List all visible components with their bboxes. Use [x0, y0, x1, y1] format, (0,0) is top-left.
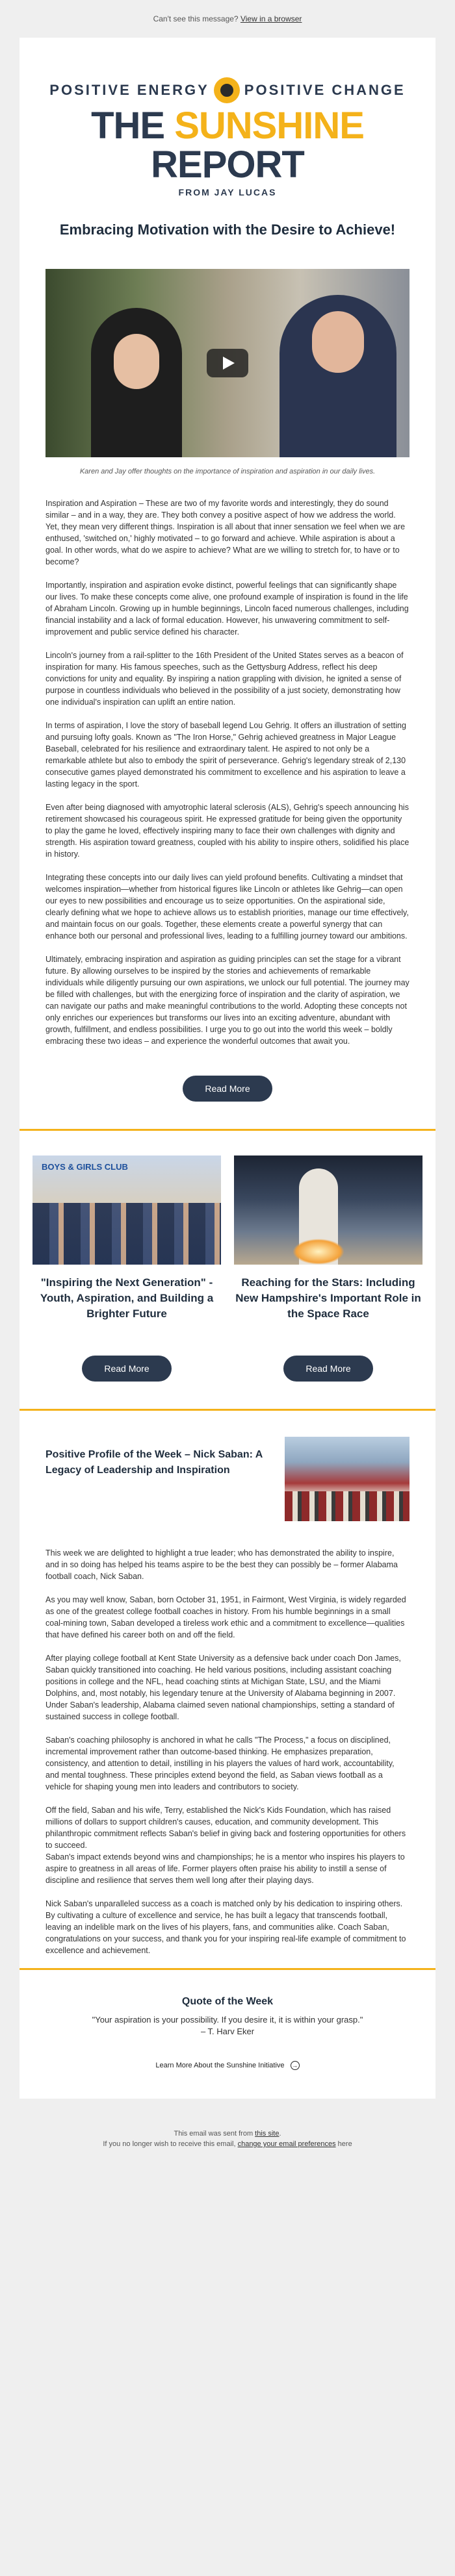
feature-title[interactable]: "Inspiring the Next Generation" - Youth, Aspiration, and Building a Brighter Future [40, 1276, 214, 1320]
footer-text: here [335, 2140, 352, 2148]
profile-paragraph: Nick Saban's unparalleled success as a coach is matched only by his dedication to inspiring others. By cultivating a culture of excellence and service, he has built a legacy that transcends football, leaving an indelible mark on the lives of his players, fans, and communities alike. Coach Saban, congratulations on your success, and thank you for your inspiring real-life example of commitment to excellence and achievement. [46, 1899, 406, 1955]
article-paragraph: Inspiration and Aspiration – These are two of my favorite words and interestingly, they do sound similar – and in a way, they are. They both convey a positive aspect of how we address the world. Yet, they mean very different things. Inspiration is all about that inner sensation we feel when we are enthused, 'switched on,' highly motivated – to go forward and achieve. While aspiration is about a goal. In other words, what do we aspire to achieve? What are we willing to stretch for, to have or to become? [46, 499, 406, 566]
brand-byline: FROM JAY LUCAS [178, 187, 277, 197]
learn-more-row [20, 2061, 436, 2099]
quote-author: – T. Harv Eker [200, 2027, 255, 2036]
article-paragraph: Lincoln's journey from a rail-splitter to the 16th President of the United States serves as a beacon of inspiration for many. His famous speeches, such as the Gettysburg Address, reflect his deep convictions for unity and equality. By inspiring a nation grappling with division, he ignited a sense of purpose in countless individuals who believed in the possibility of a just society, demonstrating how one individual's inspiration can uplift an entire nation. [46, 651, 404, 707]
profile-body [46, 1547, 410, 1956]
title-part-3: REPORT [151, 144, 304, 186]
video-thumbnail[interactable] [46, 269, 410, 457]
masthead [20, 38, 436, 197]
email-card [20, 38, 436, 2099]
newsletter-headline: Embracing Motivation with the Desire to Achieve! [59, 221, 396, 238]
video-person-right [280, 295, 396, 457]
positive-profile [20, 1411, 436, 1956]
learn-more-link[interactable]: Learn More About the Sunshine Initiative [155, 2062, 285, 2069]
club-sign: BOYS & GIRLS CLUB [42, 1162, 128, 1172]
article-read-more-wrap [20, 1076, 436, 1102]
article-paragraph: Importantly, inspiration and aspiration evoke distinct, powerful feelings that can significantly shape our lives. To make these concepts come alive, one profound example of inspiration is found in the life of Abraham Lincoln. Growing up in humble beginnings, Lincoln faced numerous challenges, including financial instability and a lack of formal education. However, his unwavering commitment to self-improvement and public service defined his character. [46, 581, 409, 637]
section-divider [20, 1968, 436, 1970]
article-paragraph: Ultimately, embracing inspiration and aspiration as guiding principles can set the stage for a vibrant future. By allowing ourselves to be inspired by the stories and achievements of remarkable individuals while diligently pursuing our own aspirations, we unlock our full potential. The journey may be filled with challenges, but with the energizing force of inspiration and the clarity of aspiration, we can navigate our paths and make meaningful contributions to the world. Adopting these concepts not only enriches our experiences but transforms our lives into an exciting adventure, abundant with growth, fulfillment, and endless possibilities. I urge you to go out into the world this week – boldly embracing these two ideas – and experience the wonderful outcomes that await you. [46, 955, 410, 1046]
sunflower-icon [216, 79, 238, 101]
video-person-left [91, 308, 182, 457]
footer-text: If you no longer wish to receive this email, [103, 2140, 238, 2148]
quote-heading: Quote of the Week [181, 1996, 274, 2007]
video-caption: Karen and Jay offer thoughts on the importance of inspiration and aspiration in our daily lives. [79, 468, 376, 475]
footer-text: . [279, 2130, 281, 2138]
profile-paragraph: As you may well know, Saban, born October 31, 1951, in Fairmont, West Virginia, is widely regarded as one of the greatest college football coaches in history. From his humble beginnings in a small coal-mining town, Saban developed a tireless work ethic and a commitment to excellence—qualities that have defined his career both on and off the field. [46, 1595, 406, 1639]
article-read-more-button[interactable]: Read More [183, 1076, 272, 1102]
feature-read-more-button[interactable]: Read More [283, 1356, 372, 1382]
profile-photo[interactable] [285, 1437, 410, 1521]
footer-line-1 [0, 2128, 455, 2139]
feature-read-more-button[interactable]: Read More [82, 1356, 171, 1382]
article-paragraph: Integrating these concepts into our daily lives can yield profound benefits. Cultivating a mindset that welcomes inspiration—whether from historical figures like Lincoln or athletes like Gehrig—can open our eyes to new possibilities and encourage us to seize opportunities. On the aspirational side, clearly defining what we hope to achieve allows us to establish priorities, manage our time effectively, and maintain focus on our goals. Together, these elements create a powerful synergy that can enhance both our personal and professional lives, leading to a fulfilling journey toward our ambitions. [46, 873, 409, 941]
email-footer [0, 2099, 455, 2149]
email-preferences-link[interactable]: change your email preferences [237, 2140, 336, 2148]
title-part-1: THE [91, 105, 175, 147]
boys-girls-club-photo[interactable] [32, 1155, 221, 1265]
footer-line-2 [0, 2139, 455, 2149]
profile-title: Positive Profile of the Week – Nick Saban: A Legacy of Leadership and Inspiration [46, 1449, 263, 1476]
profile-paragraph: Off the field, Saban and his wife, Terry, established the Nick's Kids Foundation, which has raised millions of dollars to support children's causes, education, and community development. This philanthropic commitment reflects Saban's belief in giving back and fostering opportunities for others to succeed. Saban's impact extends beyond wins and championships; he is a mentor who inspires his players to aspire to greatness in all areas of life. Former players often praise his ability to instill a sense of discipline and resilience that serves them well long after their playing days. [46, 1806, 406, 1885]
quote-of-the-week [20, 1979, 436, 2038]
brand-title [20, 107, 436, 184]
profile-paragraph: This week we are delighted to highlight a true leader; who has demonstrated the ability to inspire, and in so doing has helped his teams aspire to be the best they can possibly be – former Alabama football coach, Nick Saban. [46, 1548, 398, 1581]
profile-paragraph: Saban's coaching philosophy is anchored in what he calls "The Process," a focus on disciplined, incremental improvement rather than outcome-based thinking. He emphasizes preparation, consistency, and attention to detail, instilling in his players the values of hard work, accountability, and mental toughness. These principles extend beyond the field, as Saban views football as a vehicle for shaping young men into leaders and contributors to society. [46, 1736, 395, 1791]
view-in-browser-link[interactable]: View in a browser [240, 14, 302, 23]
article-paragraph: In terms of aspiration, I love the story of baseball legend Lou Gehrig. It offers an illustration of setting and pursuing lofty goals. Known as "The Iron Horse," Gehrig achieved greatness in Major League Baseball, celebrated for his resilience and extraordinary talent. He aspired to not only be a remarkable athlete but also to embody the spirit of perseverance. Gehrig's legendary streak of 2,130 consecutive games played demonstrated his commitment to excellence and his aspiration to leave a lasting legacy in the sport. [46, 721, 406, 789]
footer-text: This email was sent from [174, 2130, 255, 2138]
feature-card-space [234, 1155, 422, 1382]
article-body [46, 498, 410, 1047]
this-site-link[interactable]: this site [255, 2130, 280, 2138]
preheader-text: Can't see this message? [153, 14, 239, 23]
brand-tagline [20, 79, 436, 101]
feature-card-youth [32, 1155, 221, 1382]
space-shuttle-photo[interactable] [234, 1155, 422, 1265]
tagline-left: POSITIVE ENERGY [49, 82, 209, 98]
preheader-bar [0, 0, 455, 38]
launch-flame [292, 1239, 344, 1265]
title-part-2: SUNSHINE [174, 105, 364, 147]
profile-paragraph: After playing college football at Kent State University as a defensive back under coach Don James, Saban quickly transitioned into coaching. He held various positions, including assistant coaching positions in college and the NFL, head coaching stints at Michigan State, LSU, and the Miami Dolphins, and, most notably, his legendary tenure at the University of Alabama beginning in 2007. Under Saban's leadership, Alabama claimed seven national championships, setting a standard of sustained success in college football. [46, 1654, 401, 1721]
profile-header [46, 1437, 410, 1521]
group-photo-people [32, 1203, 221, 1265]
arrow-right-icon[interactable]: → [291, 2061, 300, 2070]
article-paragraph: Even after being diagnosed with amyotrophic lateral sclerosis (ALS), Gehrig's speech announcing his retirement showcased his courageous spirit. He expressed gratitude for being given the opportunity to play the game he loved, effectively inspiring many to face their own challenges with dignity and strength. His aspiration toward greatness, coupled with his ability to inspire others, solidified his place in history. [46, 803, 410, 859]
feature-columns [20, 1131, 436, 1382]
tagline-right: POSITIVE CHANGE [244, 82, 406, 98]
quote-text: "Your aspiration is your possibility. If you desire it, it is within your grasp." [92, 2015, 363, 2025]
feature-title[interactable]: Reaching for the Stars: Including New Hampshire's Important Role in the Space Race [235, 1276, 421, 1320]
play-icon[interactable] [207, 349, 248, 377]
